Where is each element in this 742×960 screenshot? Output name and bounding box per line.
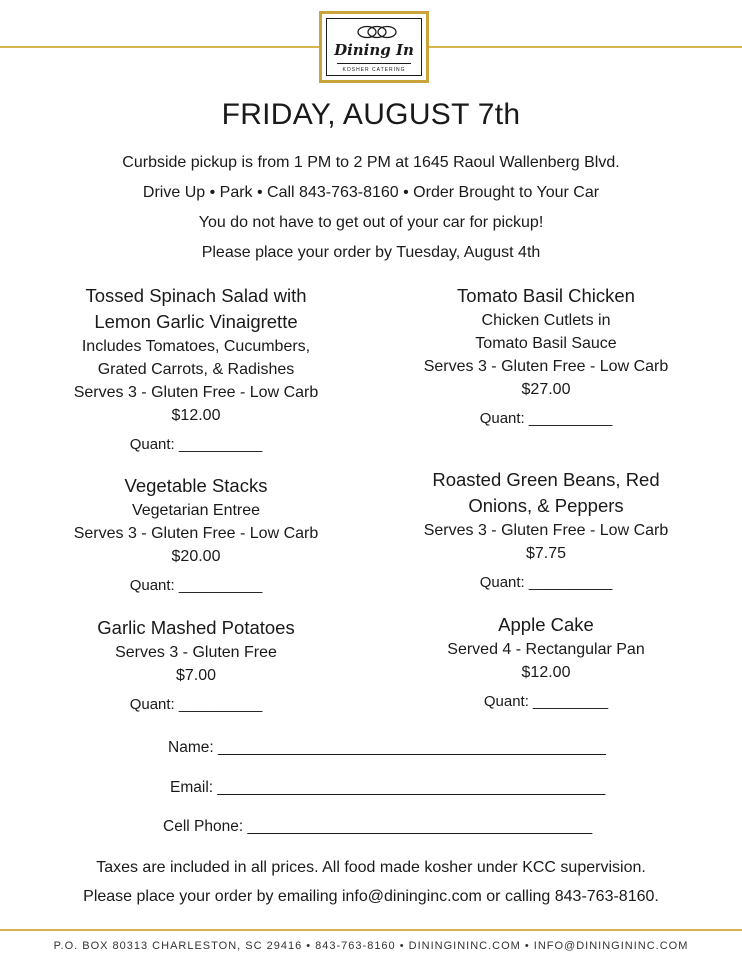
item-serves: Serves 3 - Gluten Free - Low Carb (423, 522, 669, 539)
item-serves: Serves 3 - Gluten Free - Low Carb (73, 384, 319, 401)
quantity-field[interactable]: Quant: _________ (483, 693, 609, 710)
item-description: Includes Tomatoes, Cucumbers, (81, 338, 311, 355)
item-price: $7.75 (525, 545, 567, 562)
item-serves: Served 4 - Rectangular Pan (447, 641, 645, 658)
item-name: Vegetable Stacks (124, 475, 268, 496)
item-name: Onions, & Peppers (468, 495, 624, 516)
menu-item-green-beans (386, 467, 706, 591)
challah-icon (357, 25, 397, 39)
header-rule-left (0, 46, 319, 48)
cell-phone-field[interactable]: Cell Phone: ________________________________________ (163, 818, 593, 835)
order-contact-note: Please place your order by emailing info@dininginc.com or calling 843-763-8160. (83, 888, 659, 905)
item-description: Chicken Cutlets in (481, 312, 611, 329)
item-serves: Serves 3 - Gluten Free - Low Carb (73, 525, 319, 542)
item-description: Grated Carrots, & Radishes (97, 361, 295, 378)
name-field[interactable]: Name: _____________________________________________ (168, 739, 606, 756)
item-price: $7.00 (175, 667, 217, 684)
footer-rule (0, 929, 742, 931)
logo (319, 11, 429, 83)
logo-subtitle: KOSHER CATERING (342, 67, 406, 73)
logo-divider (337, 63, 411, 64)
quantity-field[interactable]: Quant: __________ (129, 696, 263, 713)
quantity-field[interactable]: Quant: __________ (129, 436, 263, 453)
info-pickup: Curbside pickup is from 1 PM to 2 PM at 1645 Raoul Wallenberg Blvd. (122, 154, 620, 171)
item-price: $12.00 (521, 664, 571, 681)
menu-item-tomato-basil-chicken (386, 283, 706, 427)
menu-item-apple-cake (386, 612, 706, 710)
item-name: Tossed Spinach Salad with (85, 285, 307, 306)
menu-item-vegetable-stacks (36, 473, 356, 594)
item-description: Tomato Basil Sauce (475, 335, 617, 352)
item-serves: Serves 3 - Gluten Free (115, 644, 277, 661)
quantity-field[interactable]: Quant: __________ (479, 410, 613, 427)
info-deadline: Please place your order by Tuesday, August 4th (201, 244, 541, 261)
item-name: Apple Cake (498, 614, 594, 635)
item-name: Lemon Garlic Vinaigrette (94, 311, 298, 332)
menu-item-spinach-salad (36, 283, 356, 453)
footer-contact: P.O. BOX 80313 CHARLESTON, SC 29416 • 843-763-8160 • DININGININC.COM • INFO@DININGININC.COM (53, 940, 689, 952)
info-drive-up: Drive Up • Park • Call 843-763-8160 • Order Brought to Your Car (142, 184, 600, 201)
menu-item-mashed-potatoes (36, 615, 356, 713)
quantity-field[interactable]: Quant: __________ (479, 574, 613, 591)
item-price: $12.00 (171, 407, 221, 424)
quantity-field[interactable]: Quant: __________ (129, 577, 263, 594)
header-rule-right (429, 46, 742, 48)
item-name: Garlic Mashed Potatoes (97, 617, 295, 638)
email-field[interactable]: Email: _____________________________________________ (170, 779, 606, 796)
item-price: $27.00 (521, 381, 571, 398)
item-name: Tomato Basil Chicken (457, 285, 635, 306)
item-price: $20.00 (171, 548, 221, 565)
page-title: FRIDAY, AUGUST 7th (221, 98, 521, 131)
item-serves: Serves 3 - Gluten Free - Low Carb (423, 358, 669, 375)
logo-title: Dining In (334, 41, 414, 59)
item-name: Roasted Green Beans, Red (432, 469, 660, 490)
info-stay-in-car: You do not have to get out of your car for pickup! (198, 214, 544, 231)
item-description: Vegetarian Entree (131, 502, 261, 519)
tax-note: Taxes are included in all prices. All food made kosher under KCC supervision. (96, 859, 646, 876)
